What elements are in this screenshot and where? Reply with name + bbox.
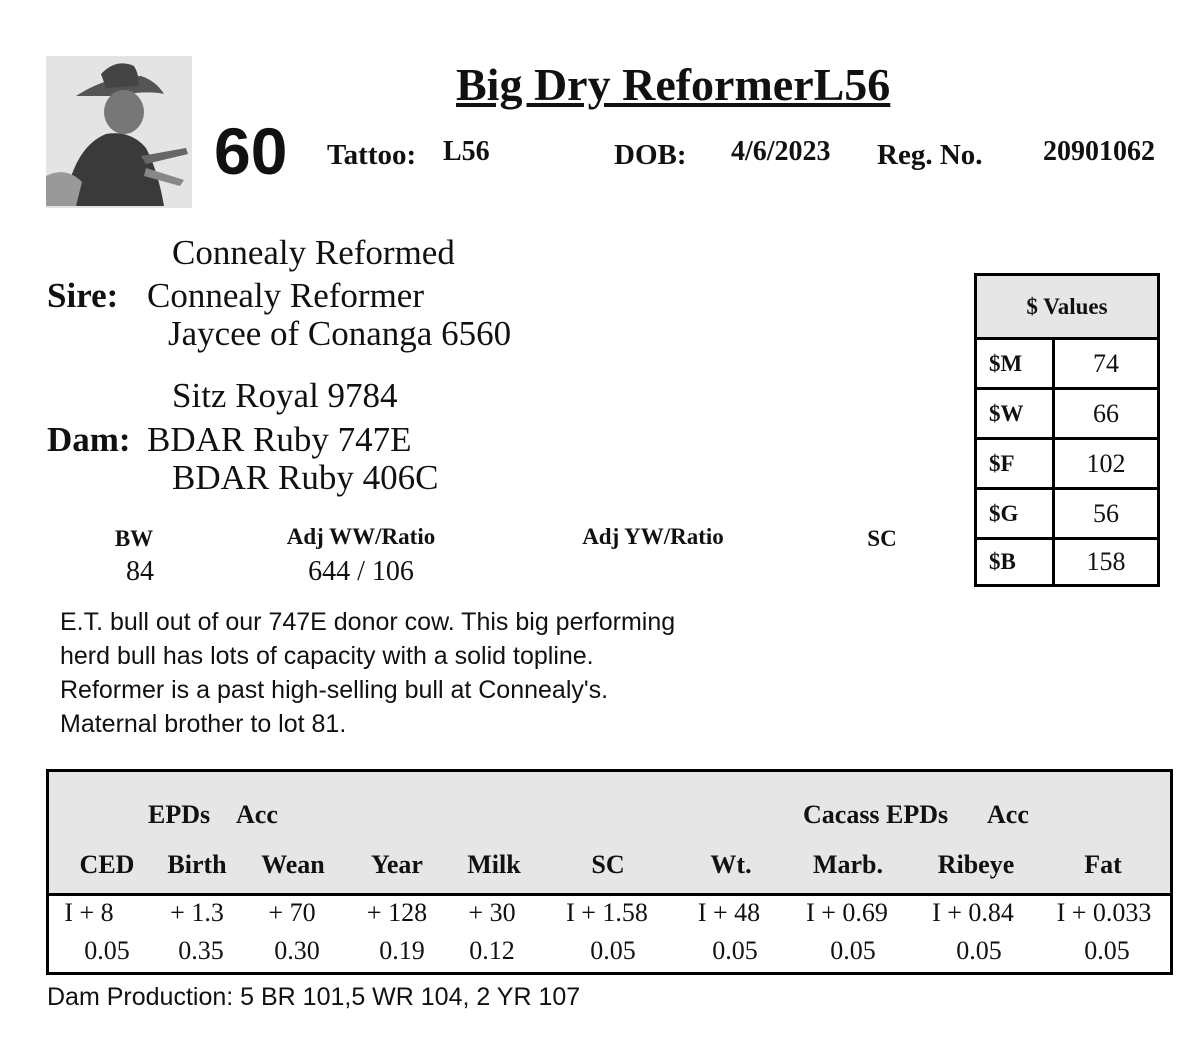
acc-value: 0.05 <box>830 936 876 965</box>
dollar-value-row <box>977 440 1157 490</box>
dollar-value-key: $W <box>977 390 1055 437</box>
description-line: Reformer is a past high-selling bull at Connealy's. <box>60 676 609 704</box>
acc-value: 0.05 <box>84 936 130 965</box>
acc-value: 0.05 <box>1084 936 1130 965</box>
epd-col-ribeye: Ribeye <box>937 850 1015 879</box>
dollar-value-row <box>977 340 1157 390</box>
acc-value: 0.05 <box>712 936 758 965</box>
epd-col-milk: Milk <box>467 850 521 879</box>
epd-value: + 128 <box>366 898 428 927</box>
acc-value: 0.35 <box>178 936 224 965</box>
dam-production: Dam Production: 5 BR 101,5 WR 104, 2 YR 107 <box>47 983 581 1011</box>
dollar-value-number: 56 <box>1093 498 1119 528</box>
dam-dam: BDAR Ruby 406C <box>172 458 439 497</box>
perf-value-bw: 84 <box>126 556 154 587</box>
epd-value: I + 0.033 <box>1056 898 1152 927</box>
dollar-value-number: 66 <box>1093 398 1119 428</box>
acc-value: 0.19 <box>379 936 425 965</box>
epd-table-header <box>49 772 1170 896</box>
perf-header-ww: Adj WW/Ratio <box>286 524 436 549</box>
dollar-value-number: 74 <box>1093 348 1119 378</box>
epd-value: + 1.3 <box>170 898 224 927</box>
dam-name: BDAR Ruby 747E <box>147 420 412 459</box>
dob-value: 4/6/2023 <box>731 136 831 167</box>
sire-label: Sire: <box>47 276 119 315</box>
epd-value: I + 8 <box>64 898 114 927</box>
tattoo-label: Tattoo: <box>327 139 417 171</box>
dollar-value-key: $M <box>977 340 1055 387</box>
epd-col-wt: Wt. <box>710 850 752 879</box>
carcass-acc-label: Acc <box>987 800 1029 829</box>
lot-number: 60 <box>214 114 288 188</box>
perf-value-ww: 644 / 106 <box>308 556 414 587</box>
epd-value: I + 1.58 <box>566 898 648 927</box>
epd-group-label: EPDs <box>148 800 211 829</box>
epd-col-wean: Wean <box>261 850 325 879</box>
acc-value: 0.05 <box>956 936 1002 965</box>
dollar-value-number: 102 <box>1086 448 1126 478</box>
acc-value: 0.12 <box>469 936 515 965</box>
dollar-value-key: $F <box>977 440 1055 487</box>
dollar-value-key: $G <box>977 490 1055 537</box>
carcass-epd-group-label: Cacass EPDs <box>803 800 949 829</box>
dollar-value-key: $B <box>977 540 1055 584</box>
description-line: Maternal brother to lot 81. <box>60 710 347 738</box>
acc-value: 0.30 <box>274 936 320 965</box>
dollar-value-row <box>977 540 1157 584</box>
perf-header-sc: SC <box>867 526 897 551</box>
dob-label: DOB: <box>614 139 687 171</box>
dollar-values-title: $ Values <box>977 276 1157 340</box>
epd-value: + 30 <box>468 898 516 927</box>
epd-col-sc: SC <box>591 850 625 879</box>
epd-acc-label: Acc <box>236 800 278 829</box>
sire-sire: Connealy Reformed <box>172 233 455 272</box>
epd-value: + 70 <box>268 898 316 927</box>
epd-col-marb: Marb. <box>812 850 884 879</box>
acc-value: 0.05 <box>590 936 636 965</box>
epd-col-fat: Fat <box>1084 850 1122 879</box>
lot-title: Big Dry ReformerL56 <box>456 59 891 110</box>
reg-no-label: Reg. No. <box>877 139 983 171</box>
epd-value: I + 0.84 <box>932 898 1014 927</box>
ranch-logo-image <box>46 56 192 208</box>
epd-table <box>46 769 1173 975</box>
dollar-value-number: 158 <box>1086 547 1126 576</box>
epd-value: I + 48 <box>697 898 761 927</box>
description-line: E.T. bull out of our 747E donor cow. This big performing <box>60 608 676 636</box>
dollar-value-row <box>977 490 1157 540</box>
tattoo-value: L56 <box>443 136 490 167</box>
dam-label: Dam: <box>47 420 131 459</box>
description-line: herd bull has lots of capacity with a solid topline. <box>60 642 594 670</box>
sire-name: Connealy Reformer <box>147 276 424 315</box>
perf-header-bw: BW <box>114 526 154 551</box>
dollar-value-row <box>977 390 1157 440</box>
dollar-values-table <box>974 273 1160 587</box>
sire-dam: Jaycee of Conanga 6560 <box>168 314 512 353</box>
epd-col-birth: Birth <box>167 850 227 879</box>
cowboy-icon <box>46 56 192 208</box>
dam-sire: Sitz Royal 9784 <box>172 376 398 415</box>
reg-no-value: 20901062 <box>1043 136 1155 167</box>
epd-value: I + 0.69 <box>806 898 888 927</box>
epd-col-year: Year <box>371 850 423 879</box>
epd-col-ced: CED <box>79 850 135 879</box>
lot-description <box>60 605 820 741</box>
perf-header-yw: Adj YW/Ratio <box>582 524 724 549</box>
